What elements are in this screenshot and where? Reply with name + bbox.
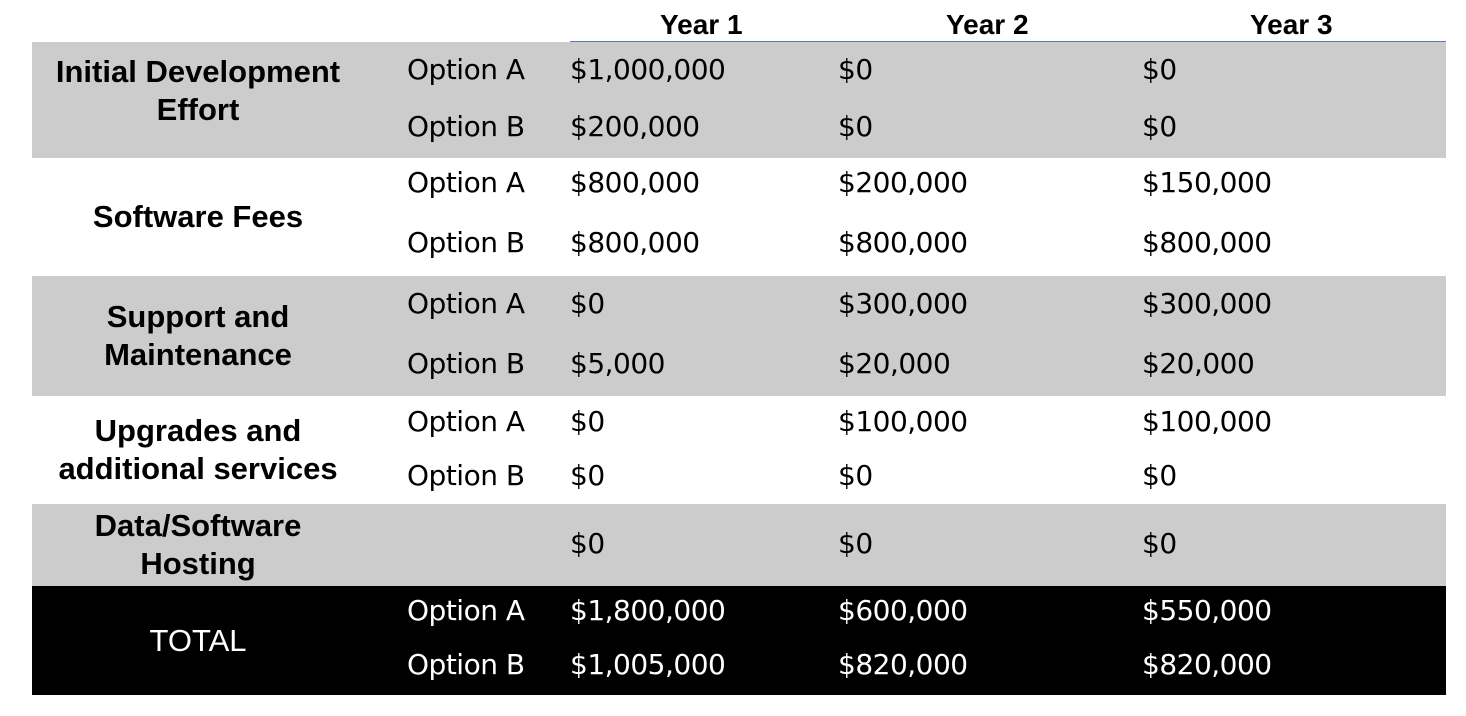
option-b-label: Option B [407, 347, 525, 380]
option-a-label: Option A [407, 594, 525, 627]
cell-value: $300,000 [838, 287, 968, 320]
cell-value: $0 [1142, 459, 1177, 492]
group-total [32, 586, 1446, 695]
year-2-header: Year 2 [946, 9, 1029, 40]
cell-value: $5,000 [570, 347, 665, 380]
cell-value: $200,000 [838, 166, 968, 199]
option-a-label: Option A [407, 166, 525, 199]
option-a-label: Option A [407, 287, 525, 320]
option-b-label: Option B [407, 648, 525, 681]
cell-value: $0 [838, 459, 873, 492]
category-label: Support and Maintenance [104, 299, 292, 372]
group-software-fees [32, 158, 1446, 276]
group-initial-development [32, 42, 1446, 158]
total-value: $1,800,000 [570, 594, 726, 627]
cell-value: $150,000 [1142, 166, 1272, 199]
cell-value: $0 [1142, 527, 1177, 560]
cell-value: $0 [570, 527, 605, 560]
category-label: Initial Development Effort [55, 54, 341, 127]
cell-value: $0 [570, 405, 605, 438]
total-value: $820,000 [838, 648, 968, 681]
total-value: $600,000 [838, 594, 968, 627]
total-label: TOTAL [149, 622, 247, 658]
cell-value: $0 [570, 287, 605, 320]
option-b-label: Option B [407, 110, 525, 143]
cell-value: $20,000 [838, 347, 951, 380]
cell-value: $0 [838, 527, 873, 560]
option-b-label: Option B [407, 226, 525, 259]
option-a-label: Option A [407, 405, 525, 438]
cell-value: $100,000 [1142, 405, 1272, 438]
cell-value: $0 [838, 53, 873, 86]
year-1-header: Year 1 [660, 9, 743, 40]
option-a-label: Option A [407, 53, 525, 86]
year-3-header: Year 3 [1250, 9, 1333, 40]
cell-value: $800,000 [1142, 226, 1272, 259]
option-b-label: Option B [407, 459, 525, 492]
cell-value: $0 [570, 459, 605, 492]
table-header [0, 0, 1466, 44]
cell-value: $20,000 [1142, 347, 1255, 380]
cell-value: $800,000 [838, 226, 968, 259]
category-label: Software Fees [92, 199, 304, 234]
cell-value: $1,000,000 [570, 53, 726, 86]
cell-value: $0 [1142, 53, 1177, 86]
group-support-maintenance [32, 276, 1446, 396]
category-label: Data/Software Hosting [94, 508, 302, 581]
cell-value: $300,000 [1142, 287, 1272, 320]
total-value: $550,000 [1142, 594, 1272, 627]
total-value: $820,000 [1142, 648, 1272, 681]
total-value: $1,005,000 [570, 648, 726, 681]
cell-value: $0 [1142, 110, 1177, 143]
group-hosting [32, 504, 1446, 586]
cell-value: $800,000 [570, 226, 700, 259]
cell-value: $100,000 [838, 405, 968, 438]
group-upgrades [32, 396, 1446, 504]
category-label: Upgrades and additional services [58, 413, 338, 486]
cell-value: $0 [838, 110, 873, 143]
cell-value: $200,000 [570, 110, 700, 143]
cell-value: $800,000 [570, 166, 700, 199]
